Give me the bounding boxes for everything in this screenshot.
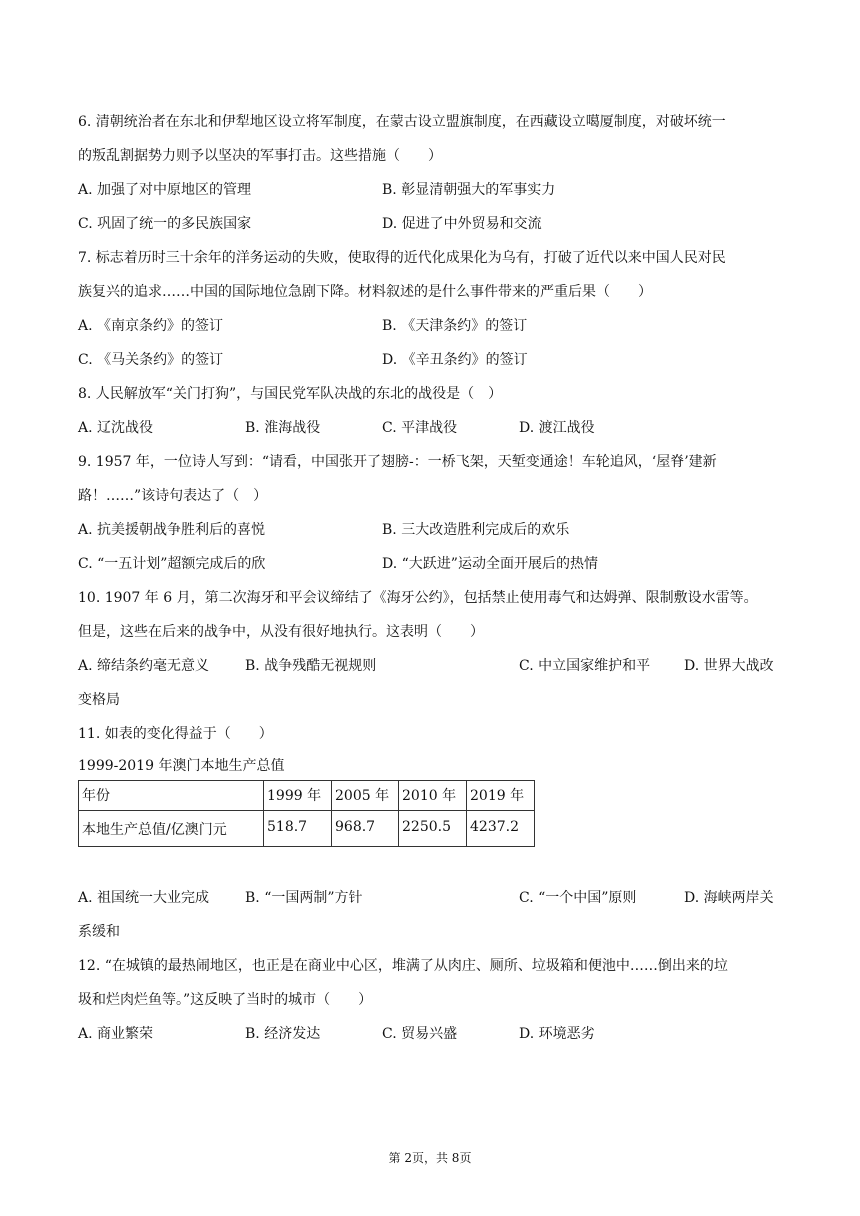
q7-option-d: D. 《辛丑条约》的签订: [382, 352, 528, 368]
table-cell: 本地生产总值/亿澳门元: [79, 811, 264, 847]
q8-option-c: C. 平津战役: [382, 420, 458, 436]
q8-option-a: A. 辽沈战役: [78, 420, 154, 436]
q10-option-c: C. 中立国家维护和平: [519, 658, 651, 674]
q6-stem-line2: 的叛乱割据势力则予以坚决的军事打击。这些措施（ ）: [78, 148, 442, 164]
q11-option-a: A. 祖国统一大业完成: [78, 890, 210, 906]
q12-option-b: B. 经济发达: [245, 1026, 321, 1042]
page-number: 第 2页，共 8页: [388, 1151, 472, 1165]
table-header-cell: 2005 年: [332, 781, 399, 811]
q11-option-b: B. “一国两制”方针: [245, 890, 363, 906]
table-header-row: [79, 781, 535, 811]
q9-stem-line2: 路！……”该诗句表达了（ ）: [78, 488, 268, 504]
q12-option-a: A. 商业繁荣: [78, 1026, 154, 1042]
q6-option-c: C. 巩固了统一的多民族国家: [78, 216, 252, 232]
q8-option-d: D. 渡江战役: [519, 420, 595, 436]
q10-option-d: D. 世界大战改: [684, 658, 774, 674]
q6-stem-line1: 6. 清朝统治者在东北和伊犁地区设立将军制度，在蒙古设立盟旗制度，在西藏设立噶厦制度，对破坏统一: [78, 114, 726, 130]
q10-option-b: B. 战争残酷无视规则: [245, 658, 377, 674]
table-header-cell: 1999 年: [264, 781, 332, 811]
q12-stem-line1: 12. “在城镇的最热闹地区，也正是在商业中心区，堆满了从肉庄、厕所、垃圾箱和便池中……倒出来的垃: [78, 958, 728, 974]
q10-stem-line1: 10. 1907 年 6 月，第二次海牙和平会议缔结了《海牙公约》，包括禁止使用毒气和达姆弹、限制敷设水雷等。: [78, 590, 758, 606]
q7-option-a: A. 《南京条约》的签订: [78, 318, 224, 334]
table-cell: 4237.2: [467, 811, 535, 847]
table-header-cell: 年份: [79, 781, 264, 811]
q11-option-d-continued: 系缓和: [78, 924, 120, 940]
q10-option-a: A. 缔结条约毫无意义: [78, 658, 210, 674]
q7-option-c: C. 《马关条约》的签订: [78, 352, 224, 368]
q12-option-d: D. 环境恶劣: [519, 1026, 595, 1042]
q11-table-title: 1999-2019 年澳门本地生产总值: [78, 758, 285, 774]
q9-option-d: D. “大跃进”运动全面开展后的热情: [382, 556, 598, 572]
table-header-cell: 2010 年: [399, 781, 467, 811]
q11-stem-line1: 11. 如表的变化得益于（ ）: [78, 726, 273, 742]
q11-option-d: D. 海峡两岸关: [684, 890, 774, 906]
gdp-table: [78, 780, 535, 847]
q10-option-d-continued: 变格局: [78, 692, 120, 708]
table-row: [79, 811, 535, 847]
q9-option-c: C. “一五计划”超额完成后的欣: [78, 556, 266, 572]
q6-option-b: B. 彰显清朝强大的军事实力: [382, 182, 556, 198]
q9-stem-line1: 9. 1957 年，一位诗人写到：“请看，中国张开了翅膀-：一桥飞架，天堑变通途！车轮追风，‘屋脊’建新: [78, 454, 717, 470]
table-cell: 518.7: [264, 811, 332, 847]
table-cell: 2250.5: [399, 811, 467, 847]
q7-option-b: B. 《天津条约》的签订: [382, 318, 528, 334]
q12-option-c: C. 贸易兴盛: [382, 1026, 458, 1042]
q9-option-b: B. 三大改造胜利完成后的欢乐: [382, 522, 570, 538]
q6-option-a: A. 加强了对中原地区的管理: [78, 182, 252, 198]
q6-option-d: D. 促进了中外贸易和交流: [382, 216, 542, 232]
table-cell: 968.7: [332, 811, 399, 847]
q7-stem-line1: 7. 标志着历时三十余年的洋务运动的失败，使取得的近代化成果化为乌有，打破了近代以来中国人民对民: [78, 250, 726, 266]
q9-option-a: A. 抗美援朝战争胜利后的喜悦: [78, 522, 266, 538]
q8-stem-line1: 8. 人民解放军“关门打狗”，与国民党军队决战的东北的战役是（ ）: [78, 386, 503, 402]
q10-stem-line2: 但是，这些在后来的战争中，从没有很好地执行。这表明（ ）: [78, 624, 484, 640]
q11-option-c: C. “一个中国”原则: [519, 890, 637, 906]
q7-stem-line2: 族复兴的追求……中国的国际地位急剧下降。材料叙述的是什么事件带来的严重后果（ ）: [78, 284, 652, 300]
table-header-cell: 2019 年: [467, 781, 535, 811]
q12-stem-line2: 圾和烂肉烂鱼等。”这反映了当时的城市（ ）: [78, 992, 373, 1008]
q8-option-b: B. 淮海战役: [245, 420, 321, 436]
